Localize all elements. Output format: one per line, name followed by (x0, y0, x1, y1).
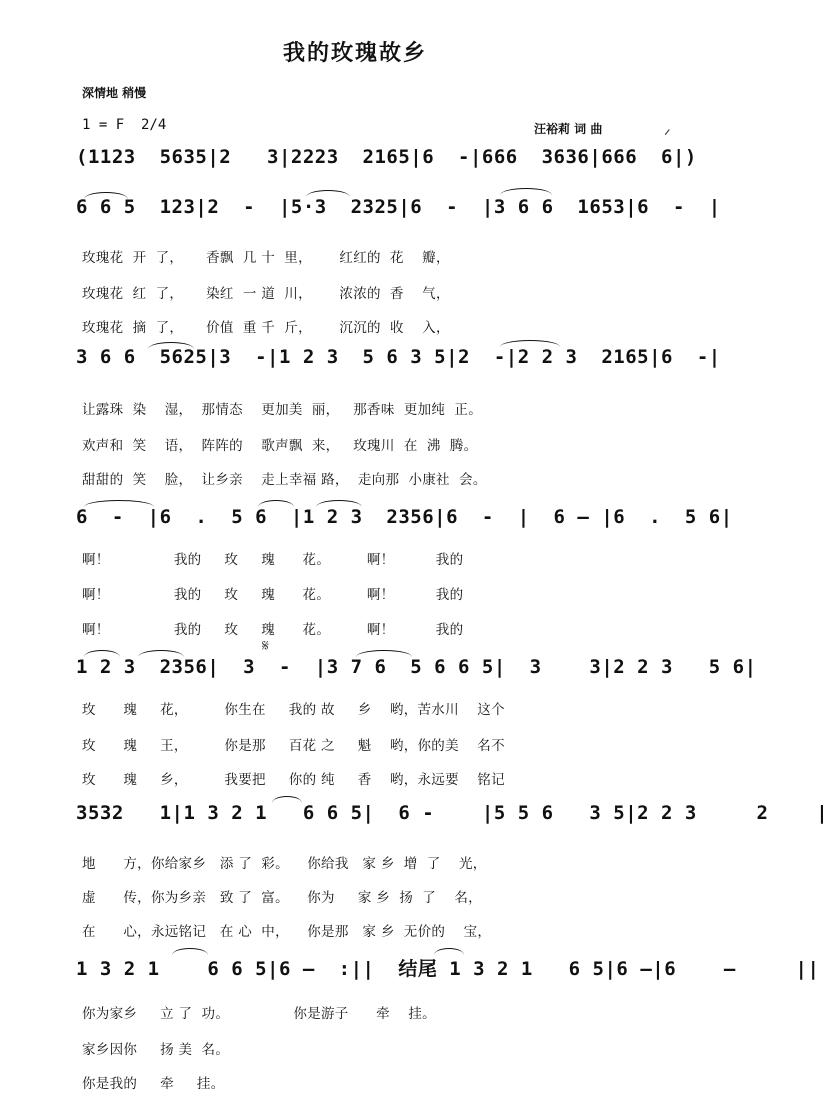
lyric-line: 玫瑰花 摘 了， 价值 重 千 斤， 沉沉的 收 入， (82, 320, 450, 336)
slur-mark (316, 500, 362, 507)
lyric-line: 欢声和 笑 语， 阵阵的 歌声飘 来， 玫瑰川 在 沸 腾。 (82, 438, 478, 454)
slur-mark (500, 340, 560, 347)
lyric-line: 啊！ 我的 玫 瑰 花。 啊！ 我的 (82, 587, 464, 603)
stray-mark-icon: ᐟ (664, 126, 671, 145)
notation-row-1: 6 6 5 123|2 - |5·3 2325|6 - |3 6 6 1653|6 - | (76, 196, 721, 218)
lyric-line: 玫瑰花 红 了， 染红 一 道 川， 浓浓的 香 气， (82, 286, 450, 302)
key-signature: 1 = F 2/4 (82, 117, 167, 133)
notation-row-5: 3532 1|1 3 2 1 6 6 5| 6 - |5 5 6 3 5|2 2 3 2 | (76, 802, 828, 824)
lyric-line: 玫瑰花 开 了， 香飘 几 十 里， 红红的 花 瓣， (82, 250, 450, 266)
slur-mark (258, 500, 294, 507)
notation-row-4: 1 2 3 2356| 3 - |3 7 6 5 6 6 5| 3 3|2 2 3 5 6| (76, 656, 757, 678)
notation-row-2: 3 6 6 5625|3 -|1 2 3 5 6 3 5|2 -|2 2 3 2165|6 -| (76, 346, 721, 368)
slur-mark (148, 342, 194, 349)
lyric-line: 地 方，你给家乡 添 了 彩。 你给我 家 乡 增 了 光， (82, 856, 487, 872)
lyric-line: 玫 瑰 王， 你是那 百花 之 魁 哟，你的美 名不 (82, 738, 505, 754)
lyric-line: 玫 瑰 乡， 我要把 你的 纯 香 哟，永远要 铭记 (82, 772, 505, 788)
slur-mark (500, 188, 552, 195)
composer-credit: 汪裕莉 词 曲 (534, 122, 603, 136)
notation-row-6: 1 3 2 1 6 6 5|6 — :|| 结尾 1 3 2 1 6 5|6 —|6 — || (76, 958, 820, 980)
slur-mark (434, 948, 464, 955)
lyric-line: 啊！ 我的 玫 瑰 花。 啊！ 我的 (82, 622, 464, 638)
lyric-line: 你是我的 牵 挂。 (82, 1076, 225, 1092)
slur-mark (356, 650, 412, 657)
lyric-line: 啊！ 我的 玫 瑰 花。 啊！ 我的 (82, 552, 464, 568)
lyric-line: 虚 传，你为乡亲 致 了 富。 你为 家 乡 扬 了 名， (82, 890, 482, 906)
slur-mark (172, 948, 208, 955)
lyric-line: 你为家乡 立 了 功。 你是游子 牵 挂。 (82, 1006, 436, 1022)
slur-mark (138, 650, 184, 657)
slur-mark (306, 190, 350, 197)
slur-mark (84, 650, 120, 657)
lyric-line: 在 心，永远铭记 在 心 中， 你是那 家 乡 无价的 宝， (82, 924, 492, 940)
lyric-line: 让露珠 染 湿， 那情态 更加美 丽， 那香味 更加纯 正。 (82, 402, 483, 418)
notation-row-3: 6 - |6 . 5 6 |1 2 3 2356|6 - | 6 — |6 . 5 6| (76, 506, 733, 528)
slur-mark (84, 192, 128, 199)
slur-mark (84, 500, 154, 507)
notation-row-intro: (1123 5635|2 3|2223 2165|6 -|666 3636|666 6|) (76, 146, 697, 168)
lyric-line: 玫 瑰 花， 你生在 我的 故 乡 哟，苦水川 这个 (82, 702, 505, 718)
slur-mark (272, 796, 302, 803)
tempo-marking: 深情地 稍慢 (82, 86, 147, 100)
segno-icon: 𝄋 (262, 636, 269, 655)
lyric-line: 家乡因你 扬 美 名。 (82, 1042, 230, 1058)
lyric-line: 甜甜的 笑 脸， 让乡亲 走上幸福 路， 走向那 小康社 会。 (82, 472, 487, 488)
page-title: 我的玫瑰故乡 (282, 41, 427, 66)
